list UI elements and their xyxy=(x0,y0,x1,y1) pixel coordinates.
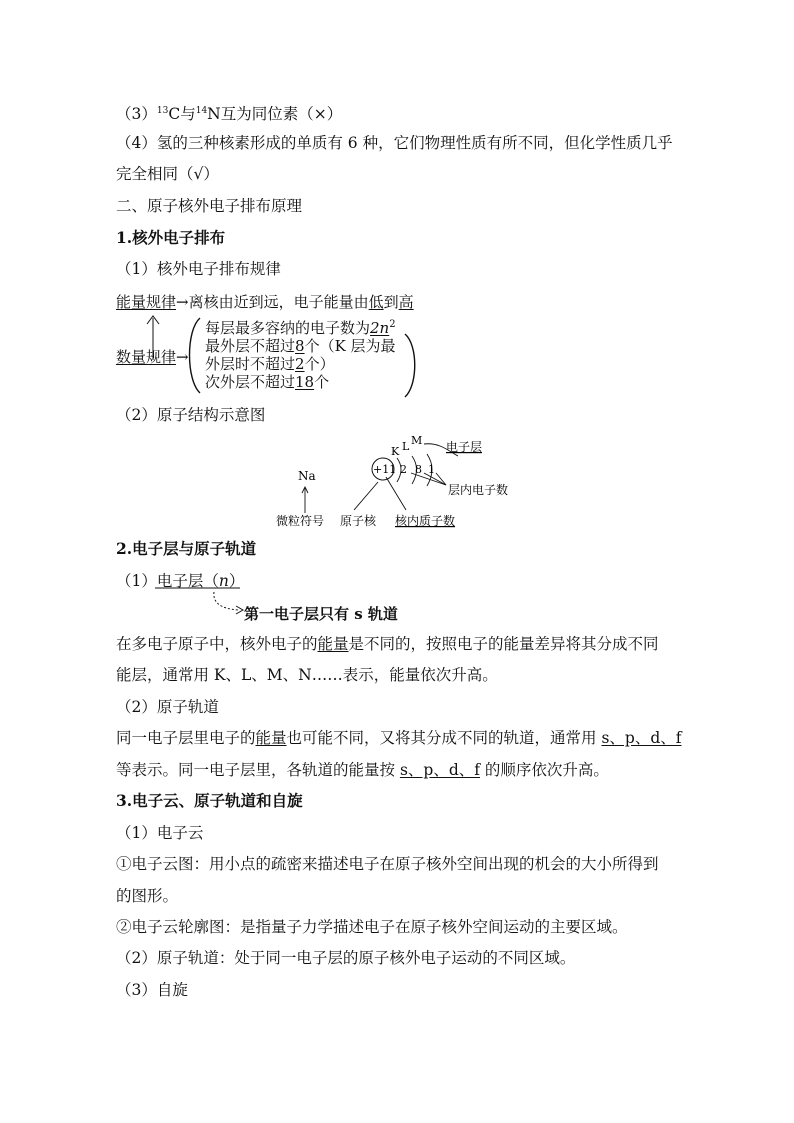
count-rule-list xyxy=(205,316,396,391)
count-rule-1: 每层最多容纳的电子数为$2n^2$ xyxy=(205,319,396,337)
section-heading: 二、原子核外电子排布原理 xyxy=(116,197,303,215)
nucleus-charge: +11 xyxy=(373,463,397,476)
s2-sub1: （1）电子层（n） xyxy=(116,572,245,590)
subsection-1-heading: 1.核外电子排布 xyxy=(116,228,226,247)
electrons-m: 1 xyxy=(428,463,435,476)
arrow-right-icon: → xyxy=(176,293,189,311)
s3-para2: ②电子云轮廓图：是指量子力学描述电子在原子核外空间运动的主要区域。 xyxy=(116,918,628,936)
s3-sub3: （3）自旋 xyxy=(116,981,188,999)
electrons-k: 2 xyxy=(400,463,407,476)
item-4-line2: 完全相同（√） xyxy=(116,165,219,183)
sub2-title: （2）原子结构示意图 xyxy=(116,406,266,424)
label-protons: 核内质子数 xyxy=(395,514,456,528)
s2-para2-line2: 等表示。同一电子层里，各轨道的能量按 s、p、d、f 的顺序依次升高。 xyxy=(116,761,609,779)
shell-label-m: M xyxy=(411,434,423,447)
nucleus-pointer xyxy=(354,482,378,510)
label-electron-shell: 电子层 xyxy=(446,440,483,454)
shell-label-l: L xyxy=(402,440,410,453)
s3-sub1: （1）电子云 xyxy=(116,824,204,842)
energy-rule-label: 能量规律 xyxy=(116,293,177,311)
s3-sub2: （2）原子轨道：处于同一电子层的原子核外电子运动的不同区域。 xyxy=(116,949,576,967)
s2-para1-line2: 能层，通常用 K、L、M、N……表示，能量依次升高。 xyxy=(116,666,498,684)
left-paren xyxy=(190,318,201,393)
s3-para1-line1: ①电子云图：用小点的疏密来描述电子在原子核外空间出现的机会的大小所得到 xyxy=(116,855,659,873)
s2-sub2: （2）原子轨道 xyxy=(116,698,219,716)
subsection-2-heading: 2.电子层与原子轨道 xyxy=(116,539,257,558)
count-rule-label: 数量规律 xyxy=(116,348,177,366)
item-3: $(3)^{13}C$与$^{14}$N互为同位素（×） xyxy=(116,105,343,124)
energy-rule-row: 能量规律→离核由近到远，电子能量由低到高 xyxy=(116,293,414,311)
s2-para2-line1: 同一电子层里电子的能量也可能不同，又将其分成不同的轨道，通常用 s、p、d、f xyxy=(116,729,682,747)
label-particle-symbol: 微粒符号 xyxy=(276,514,325,528)
isotope-mass-c: 13 xyxy=(156,106,169,116)
proton-pointer xyxy=(386,477,406,510)
s3-para1-line2: 的图形。 xyxy=(116,887,179,905)
shell-label-k: K xyxy=(391,445,400,458)
count-rule-row xyxy=(116,346,189,367)
count-rule-3: 外层时不超过2个） xyxy=(205,355,335,373)
s2-para1-line1: 在多电子原子中，核外电子的能量是不同的，按照电子的能量差异将其分成不同 xyxy=(116,635,659,653)
item-4-line1: （4）氢的三种核素形成的单质有 6 种，它们物理性质有所不同，但化学性质几乎 xyxy=(116,134,673,152)
isotope-mass-n: 14 xyxy=(195,106,208,116)
sub1-title: （1）核外电子排布规律 xyxy=(116,260,281,278)
right-paren xyxy=(405,334,415,397)
subsection-3-heading: 3.电子云、原子轨道和自旋 xyxy=(116,791,303,810)
label-electrons-in-shell: 层内电子数 xyxy=(448,483,509,497)
count-rule-2: 最外层不超过8个（K 层为最 xyxy=(205,337,396,355)
electrons-l: 8 xyxy=(415,463,422,476)
atom-structure-diagram xyxy=(260,430,540,535)
arrow-right-icon: → xyxy=(176,348,189,366)
first-shell-note: 第一电子层只有 s 轨道 xyxy=(244,605,398,623)
label-nucleus: 原子核 xyxy=(340,514,377,528)
particle-symbol: Na xyxy=(298,469,316,483)
count-rule-4: 次外层不超过18个 xyxy=(205,373,330,391)
